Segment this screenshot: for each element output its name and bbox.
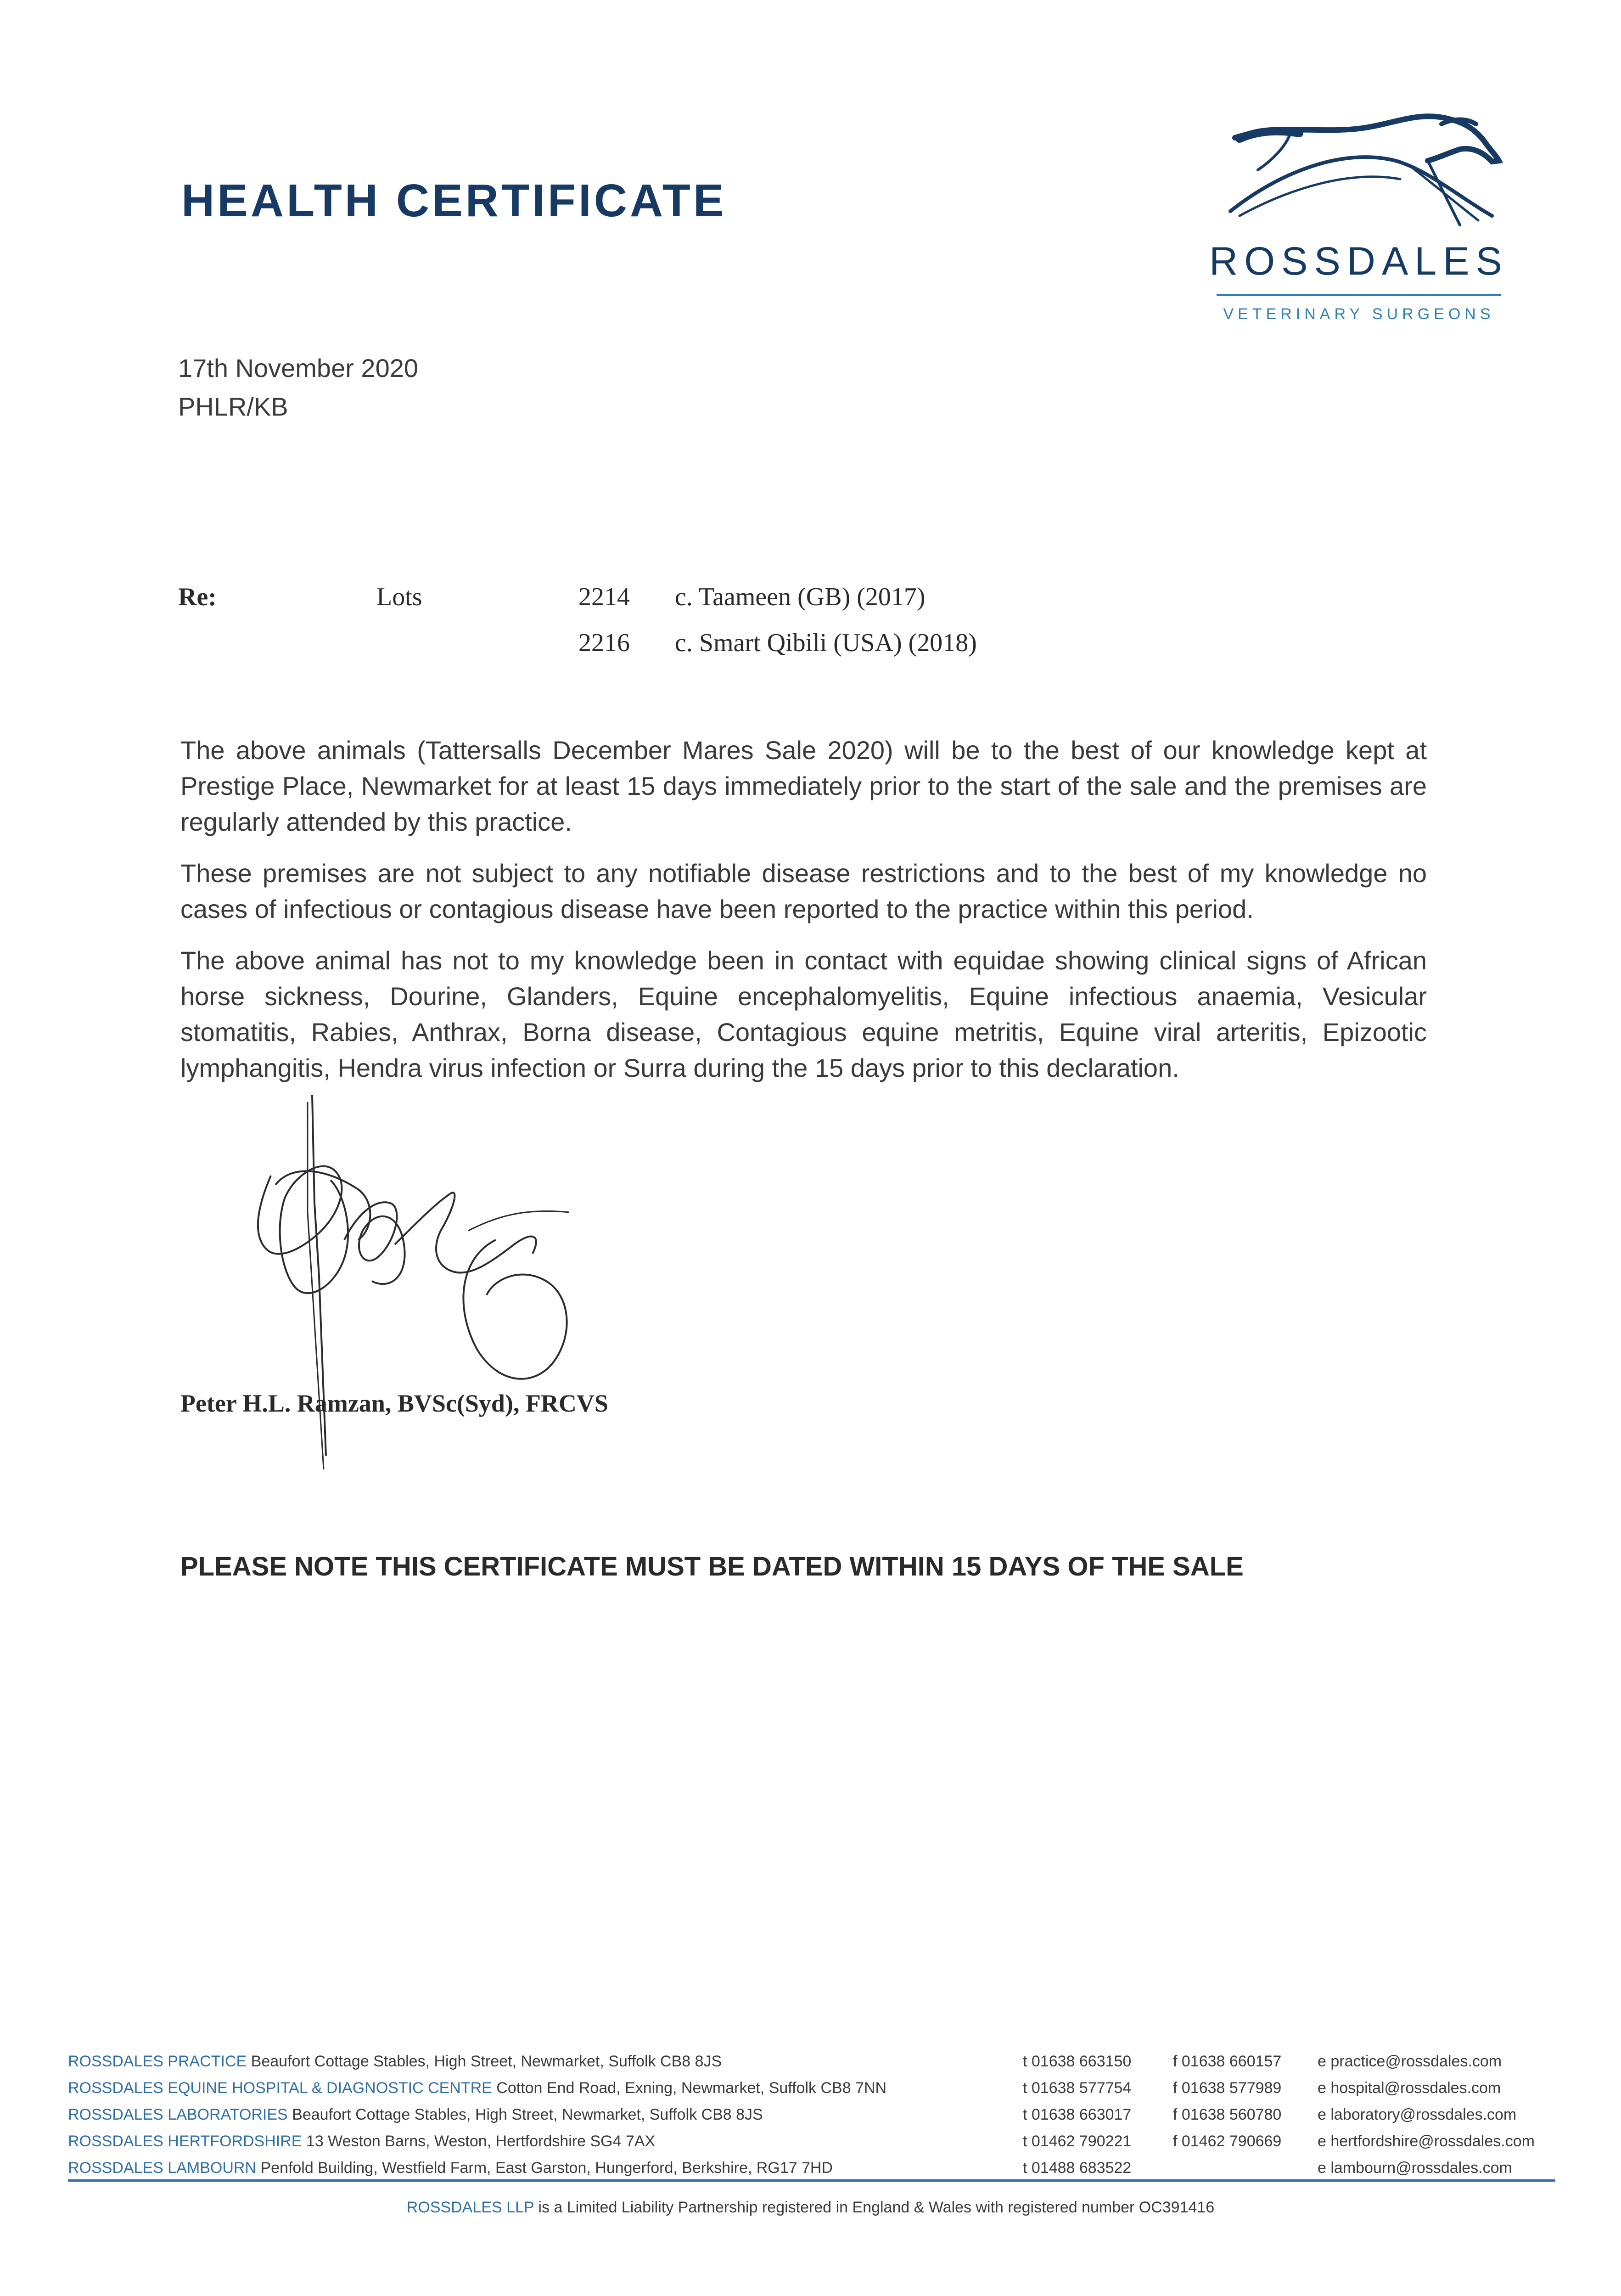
- footer-telephone: t 01462 790221: [1023, 2133, 1132, 2150]
- lot-description: c. Smart Qibili (USA) (2018): [675, 629, 977, 657]
- footer-office-name: ROSSDALES HERTFORDSHIRE: [68, 2133, 302, 2150]
- legal-notice: [0, 2199, 1621, 2217]
- footer-email: e laboratory@rossdales.com: [1318, 2106, 1517, 2123]
- body-paragraph: These premises are not subject to any notifiable disease restrictions and to the best of my knowledge no cases of infectious or contagious disease have been reported to the practice within this period.: [180, 859, 1427, 923]
- handwritten-signature: [239, 1093, 652, 1483]
- footer-address: Beaufort Cottage Stables, High Street, Newmarket, Suffolk CB8 8JS: [251, 2053, 722, 2070]
- logo-wordmark: ROSSDALES: [1209, 239, 1509, 283]
- footer-email: e hospital@rossdales.com: [1318, 2079, 1501, 2097]
- rossdales-logo: [1203, 106, 1515, 335]
- footer-telephone: t 01488 683522: [1023, 2159, 1132, 2177]
- footer-office-name: ROSSDALES EQUINE HOSPITAL & DIAGNOSTIC CENTRE: [68, 2079, 492, 2097]
- footer-address: Penfold Building, Westfield Farm, East Garston, Hungerford, Berkshire, RG17 7HD: [260, 2159, 833, 2177]
- legal-company-name: ROSSDALES LLP: [406, 2199, 534, 2216]
- footer-address: 13 Weston Barns, Weston, Hertfordshire SG4 7AX: [306, 2133, 656, 2150]
- footer-telephone: t 01638 577754: [1023, 2079, 1132, 2097]
- certificate-body: [180, 732, 1427, 1102]
- footer-email: e practice@rossdales.com: [1318, 2053, 1502, 2070]
- letter-date: 17th November 2020: [178, 354, 419, 383]
- horse-logo-icon: [1221, 106, 1506, 243]
- re-label: Re:: [178, 583, 217, 611]
- lot-description: c. Taameen (GB) (2017): [675, 583, 925, 611]
- logo-divider: [1217, 294, 1501, 296]
- footer-office-name: ROSSDALES PRACTICE: [68, 2053, 247, 2070]
- footer-fax: f 01638 560780: [1173, 2106, 1282, 2123]
- document-title: HEALTH CERTIFICATE: [181, 175, 727, 226]
- footer-fax: f 01462 790669: [1173, 2133, 1282, 2150]
- dating-notice: PLEASE NOTE THIS CERTIFICATE MUST BE DATED WITHIN 15 DAYS OF THE SALE: [180, 1552, 1244, 1581]
- footer-fax: f 01638 660157: [1173, 2053, 1282, 2070]
- lots-label: Lots: [376, 583, 422, 611]
- footer-row: [0, 2133, 1621, 2159]
- signatory-name: Peter H.L. Ramzan, BVSc(Syd), FRCVS: [180, 1390, 608, 1417]
- footer-office-name: ROSSDALES LAMBOURN: [68, 2159, 256, 2177]
- footer-address: Beaufort Cottage Stables, High Street, Newmarket, Suffolk CB8 8JS: [292, 2106, 763, 2123]
- footer-telephone: t 01638 663017: [1023, 2106, 1132, 2123]
- footer-divider: [68, 2179, 1555, 2182]
- footer-row: [0, 2053, 1621, 2079]
- lot-number: 2214: [578, 583, 630, 611]
- footer-email: e lambourn@rossdales.com: [1318, 2159, 1512, 2177]
- footer-fax: f 01638 577989: [1173, 2079, 1282, 2097]
- letter-reference: PHLR/KB: [178, 392, 288, 421]
- logo-subtitle: VETERINARY SURGEONS: [1223, 305, 1495, 323]
- lot-number: 2216: [578, 629, 630, 657]
- body-paragraph: The above animals (Tattersalls December Mares Sale 2020) will be to the best of our knowledge kept at Prestige Place, Newmarket for at least 15 days immediately prior to the start of the sale and the premises are regularly attended by this practice.: [180, 736, 1427, 836]
- footer-row: [0, 2079, 1621, 2106]
- body-paragraph: The above animal has not to my knowledge been in contact with equidae showing clinical signs of African horse sickness, Dourine, Glanders, Equine encephalomyelitis, Equine infectious anaemia, Vesicular stomatitis, Rabies, Anthrax, Borna disease, Contagious equine metritis, Equine viral arteritis, Epizootic lymphangitis, Hendra virus infection or Surra during the 15 days prior to this declaration.: [180, 946, 1427, 1082]
- footer-address: Cotton End Road, Exning, Newmarket, Suffolk CB8 7NN: [496, 2079, 887, 2097]
- footer-office-name: ROSSDALES LABORATORIES: [68, 2106, 288, 2123]
- footer-email: e hertfordshire@rossdales.com: [1318, 2133, 1535, 2150]
- legal-registration-text: is a Limited Liability Partnership registered in England & Wales with registered number OC391416: [538, 2199, 1215, 2216]
- footer-row: [0, 2159, 1621, 2186]
- letter-meta: [178, 349, 418, 426]
- footer-row: [0, 2106, 1621, 2133]
- footer-telephone: t 01638 663150: [1023, 2053, 1132, 2070]
